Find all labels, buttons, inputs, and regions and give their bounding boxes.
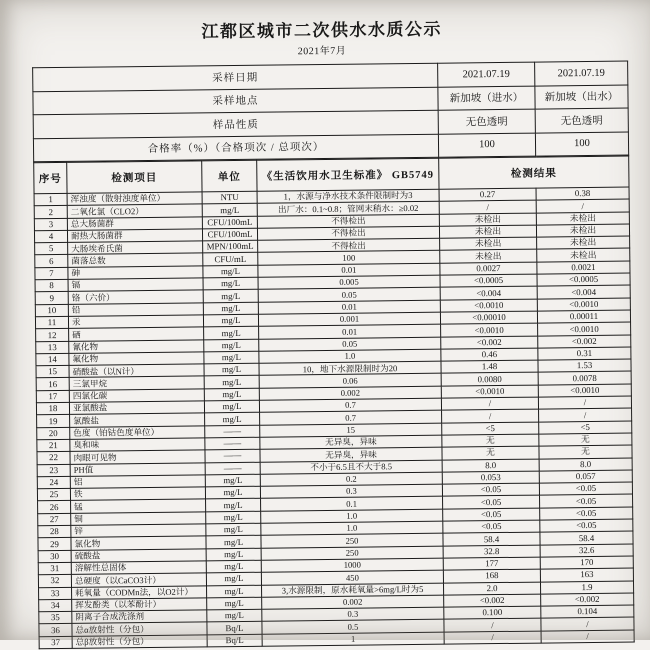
result-inlet: 168 (443, 569, 540, 582)
unit: mg/L (203, 290, 258, 303)
standard-limit: 0.01 (258, 263, 440, 277)
unit: mg/L (204, 400, 259, 413)
result-inlet: <0.00010 (440, 311, 537, 324)
item-name: 肉眼可见物 (70, 450, 205, 464)
row-number: 10 (35, 304, 68, 317)
sample-info-table (32, 61, 629, 163)
col-header-no: 序号 (34, 162, 67, 193)
result-outlet: 1.9 (540, 581, 633, 594)
result-inlet: 0.27 (439, 188, 536, 201)
standard-limit: 0.2 (260, 472, 442, 486)
result-outlet: 8.0 (539, 458, 632, 471)
item-name: 臭和味 (70, 438, 205, 452)
result-inlet: 无 (442, 434, 539, 447)
row-number: 7 (35, 267, 68, 280)
unit: mg/L (206, 511, 261, 524)
unit: mg/L (204, 376, 259, 389)
result-inlet: <0.0010 (441, 385, 538, 398)
standard-limit: 0.002 (262, 595, 444, 609)
result-inlet: / (444, 618, 541, 631)
row-number: 4 (34, 230, 67, 243)
col-header-item: 检测项目 (67, 161, 202, 194)
item-name: 三氯甲烷 (69, 376, 204, 390)
result-outlet: <0.002 (541, 593, 634, 606)
row-number: 2 (34, 206, 67, 219)
standard-limit: 0.005 (258, 275, 440, 289)
standard-limit: 100 (258, 251, 440, 265)
result-inlet: 未检出 (439, 213, 536, 226)
result-inlet: <0.05 (443, 495, 540, 508)
unit: mg/L (204, 388, 259, 401)
result-outlet: <0.05 (540, 507, 633, 520)
result-outlet: 无 (539, 433, 632, 446)
result-outlet: 1.53 (538, 359, 631, 372)
info-label: 采样日期 (33, 63, 438, 91)
unit: mg/L (207, 597, 262, 610)
item-name: 氯酸盐 (70, 413, 205, 427)
standard-limit: 0.7 (260, 411, 442, 425)
row-number: 3 (34, 218, 67, 231)
item-name: 二氧化氯（CLO2） (67, 204, 202, 218)
standard-limit: 0.7 (259, 398, 441, 412)
item-name: 铁 (70, 487, 205, 501)
col-header-standard: 《生活饮用水卫生标准》 GB5749 (257, 158, 439, 191)
result-inlet: <5 (442, 422, 539, 435)
result-inlet: 未检出 (439, 225, 536, 238)
col-header-unit: 单位 (202, 160, 257, 192)
item-name: 浑浊度（散射浊度单位） (67, 192, 202, 206)
result-outlet: <0.05 (539, 482, 632, 495)
row-number: 23 (37, 464, 70, 477)
standard-limit: 无异臭，异味 (260, 435, 442, 449)
unit: mg/L (206, 572, 261, 585)
result-inlet: <0.0010 (441, 323, 538, 336)
result-inlet: 未检出 (440, 237, 537, 250)
row-number: 21 (37, 439, 70, 452)
unit: —— (205, 425, 260, 438)
row-number: 17 (36, 390, 69, 403)
result-inlet: 0.100 (444, 606, 541, 619)
row-number: 24 (37, 476, 70, 489)
result-outlet: 0.0021 (537, 261, 630, 274)
result-inlet: <0.05 (443, 520, 540, 533)
unit: mg/L (206, 536, 261, 549)
standard-limit: 250 (261, 533, 443, 547)
unit: mg/L (203, 314, 258, 327)
unit: mg/L (203, 265, 258, 278)
row-number: 31 (38, 562, 71, 575)
unit: mg/L (204, 339, 259, 352)
row-number: 11 (35, 316, 68, 329)
standard-limit: 1，水源与净水技术条件限制时为3 (257, 189, 439, 203)
item-name: 四氯化碳 (69, 389, 204, 403)
item-name: 耗氧量（CODMn法，以O2计） (72, 585, 207, 599)
unit: mg/L (204, 351, 259, 364)
result-inlet: 未检出 (440, 250, 537, 263)
row-number: 33 (39, 587, 72, 600)
result-outlet: 0.00011 (537, 310, 630, 323)
result-inlet: <0.002 (441, 336, 538, 349)
item-name: PH值 (70, 462, 205, 476)
row-number: 5 (35, 243, 68, 256)
result-outlet: / (541, 617, 634, 630)
standard-limit: 0.01 (258, 300, 440, 314)
item-name: 菌落总数 (68, 253, 203, 267)
item-name: 锰 (71, 499, 206, 513)
result-outlet: <5 (539, 421, 632, 434)
row-number: 25 (37, 489, 70, 502)
standard-limit: 0.01 (259, 324, 441, 338)
row-number: 18 (36, 402, 69, 415)
row-number: 36 (39, 624, 72, 637)
row-number: 6 (35, 255, 68, 268)
item-name: 硒 (69, 327, 204, 341)
col-header-result: 检测结果 (439, 156, 629, 189)
standard-limit: 15 (260, 423, 442, 437)
value-inlet: 无色透明 (438, 109, 535, 134)
result-outlet: / (541, 630, 634, 643)
result-inlet: 0.46 (441, 348, 538, 361)
report-month: 2021年7月 (297, 45, 347, 58)
unit: —— (205, 449, 260, 462)
item-name: 汞 (68, 315, 203, 329)
value-inlet: 100 (438, 133, 535, 158)
value-outlet: 无色透明 (535, 108, 628, 133)
unit: CFU/mL (203, 253, 258, 266)
result-outlet: / (536, 199, 629, 212)
result-inlet: <0.0010 (440, 299, 537, 312)
item-name: 硫酸盐 (71, 548, 206, 562)
item-name: 氯化物 (71, 536, 206, 550)
item-name: 铜 (71, 512, 206, 526)
result-inlet: / (442, 409, 539, 422)
result-outlet: <0.05 (540, 519, 633, 532)
result-inlet: <0.05 (443, 508, 540, 521)
result-inlet: 0.0027 (440, 262, 537, 275)
unit: mg/L (203, 277, 258, 290)
item-name: 总β放射性（分包） (72, 635, 207, 649)
row-number: 26 (38, 501, 71, 514)
value-outlet: 新加坡（出水） (535, 85, 628, 110)
result-outlet: 163 (540, 568, 633, 581)
result-inlet: 0.053 (442, 471, 539, 484)
standard-limit: 0.001 (258, 312, 440, 326)
row-number: 20 (37, 427, 70, 440)
item-name: 镉 (68, 278, 203, 292)
row-number: 37 (39, 636, 72, 649)
result-outlet: 170 (540, 556, 633, 569)
standard-limit: 出厂水：0.1~0.8；管网末稍水：≥0.02 (257, 201, 439, 215)
result-outlet: 未检出 (537, 249, 630, 262)
result-outlet: 0.104 (541, 605, 634, 618)
standard-limit: 不得检出 (258, 238, 440, 252)
unit: mg/L (206, 499, 261, 512)
result-inlet: 58.4 (443, 532, 540, 545)
result-outlet: <0.002 (538, 335, 631, 348)
row-number: 16 (36, 378, 69, 391)
standard-limit: 不得检出 (257, 214, 439, 228)
result-outlet: <0.004 (537, 285, 630, 298)
standard-limit: 0.05 (259, 337, 441, 351)
row-number: 34 (39, 599, 72, 612)
result-outlet: <0.0005 (537, 273, 630, 286)
standard-limit: 1000 (261, 558, 443, 572)
row-number: 28 (38, 525, 71, 538)
result-outlet: <0.0010 (538, 384, 631, 397)
value-outlet: 100 (535, 132, 628, 157)
result-outlet: 未检出 (536, 224, 629, 237)
result-inlet: 0.0080 (441, 373, 538, 386)
result-inlet: <0.002 (444, 594, 541, 607)
item-name: 铝 (70, 475, 205, 489)
standard-limit: 1 (262, 632, 444, 646)
unit: mg/L (207, 585, 262, 598)
standard-limit: 0.5 (262, 620, 444, 634)
result-outlet: 58.4 (540, 531, 633, 544)
item-name: 总α放射性（分包） (72, 622, 207, 636)
unit: mg/L (205, 474, 260, 487)
row-number: 35 (39, 611, 72, 624)
standard-limit: 0.06 (259, 374, 441, 388)
row-number: 22 (37, 452, 70, 465)
unit: mg/L (206, 523, 261, 536)
item-name: 大肠埃希氏菌 (68, 241, 203, 255)
result-outlet: 0.0078 (538, 371, 631, 384)
unit: mg/L (205, 413, 260, 426)
result-inlet: 8.0 (442, 459, 539, 472)
row-number: 27 (38, 513, 71, 526)
item-name: 铬（六价） (68, 290, 203, 304)
page-title: 江都区城市二次供水水质公示 (201, 19, 443, 42)
value-outlet: 2021.07.19 (535, 61, 628, 86)
result-inlet: / (444, 631, 541, 644)
standard-limit: 1.0 (261, 509, 443, 523)
result-outlet: 0.057 (539, 470, 632, 483)
unit: mg/L (204, 363, 259, 376)
item-name: 色度（铂钴色度单位） (70, 426, 205, 440)
result-outlet: 0.31 (538, 347, 631, 360)
standard-limit: 不得检出 (257, 226, 439, 240)
result-inlet: 177 (443, 557, 540, 570)
result-inlet: 无 (442, 446, 539, 459)
standard-limit: 无异臭，异味 (260, 447, 442, 461)
item-name: 阴离子合成洗涤剂 (72, 610, 207, 624)
row-number: 9 (35, 292, 68, 305)
unit: mg/L (205, 486, 260, 499)
row-number: 15 (36, 366, 69, 379)
result-outlet: <0.0010 (537, 298, 630, 311)
results-table (33, 156, 634, 650)
unit: CFU/100mL (202, 216, 257, 229)
result-outlet: <0.0010 (538, 322, 631, 335)
info-label: 样品性质 (33, 110, 438, 138)
result-outlet: <0.05 (540, 494, 633, 507)
unit: mg/L (206, 548, 261, 561)
result-inlet: / (439, 200, 536, 213)
unit: mg/L (202, 204, 257, 217)
standard-limit: 0.1 (261, 497, 443, 511)
result-inlet: 2.0 (443, 582, 540, 595)
unit: MPN/100mL (203, 240, 258, 253)
result-outlet: 无 (539, 445, 632, 458)
unit: mg/L (204, 327, 259, 340)
result-outlet: / (539, 408, 632, 421)
result-inlet: <0.05 (442, 483, 539, 496)
unit: mg/L (203, 302, 258, 315)
result-outlet: 32.6 (540, 544, 633, 557)
item-name: 氰化物 (69, 339, 204, 353)
standard-limit: 不小于6.5且不大于8.5 (260, 460, 442, 474)
result-outlet: / (538, 396, 631, 409)
result-inlet: <0.0005 (440, 274, 537, 287)
item-name: 耐热大肠菌群 (67, 229, 202, 243)
unit: —— (205, 462, 260, 475)
row-number: 30 (38, 550, 71, 563)
item-name: 铅 (68, 303, 203, 317)
item-name: 总硬度（以CaCO3计） (71, 573, 206, 587)
standard-limit: 250 (261, 546, 443, 560)
item-name: 氟化物 (69, 352, 204, 366)
row-number: 19 (37, 415, 70, 428)
result-outlet: 未检出 (537, 236, 630, 249)
value-inlet: 新加坡（进水） (438, 86, 535, 111)
row-number: 29 (38, 538, 71, 551)
row-number: 8 (35, 279, 68, 292)
standard-limit: 3,水源限制，原水耗氧量>6mg/L时为5 (261, 583, 443, 597)
unit: Bq/L (207, 634, 262, 647)
unit: NTU (202, 191, 257, 204)
standard-limit: 0.05 (258, 288, 440, 302)
unit: mg/L (206, 560, 261, 573)
row-number: 32 (38, 575, 71, 588)
standard-limit: 0.3 (260, 484, 442, 498)
result-outlet: 0.38 (536, 187, 629, 200)
item-name: 挥发酚类（以苯酚计） (72, 598, 207, 612)
value-inlet: 2021.07.19 (438, 62, 535, 87)
standard-limit: 450 (261, 570, 443, 584)
unit: —— (205, 437, 260, 450)
row-number: 13 (36, 341, 69, 354)
item-name: 砷 (68, 266, 203, 280)
unit: Bq/L (207, 622, 262, 635)
unit: mg/L (207, 609, 262, 622)
standard-limit: 10，地下水源限制时为20 (259, 361, 441, 375)
result-inlet: / (441, 397, 538, 410)
row-number: 14 (36, 353, 69, 366)
unit: CFU/100mL (202, 228, 257, 241)
item-name: 溶解性总固体 (71, 561, 206, 575)
result-outlet: 未检出 (536, 212, 629, 225)
row-number: 12 (36, 329, 69, 342)
standard-limit: 1.0 (261, 521, 443, 535)
standard-limit: 1.0 (259, 349, 441, 363)
result-inlet: <0.004 (440, 286, 537, 299)
item-name: 总大肠菌群 (67, 216, 202, 230)
row-number: 1 (34, 193, 67, 206)
standard-limit: 0.002 (259, 386, 441, 400)
standard-limit: 0.3 (262, 607, 444, 621)
item-name: 硝酸盐（以N计） (69, 364, 204, 378)
item-name: 锌 (71, 524, 206, 538)
result-inlet: 1.48 (441, 360, 538, 373)
item-name: 亚氯酸盐 (69, 401, 204, 415)
result-inlet: 32.8 (443, 545, 540, 558)
info-label: 合格率（%）（合格项次 / 总项次） (33, 134, 438, 162)
info-label: 采样地点 (33, 87, 438, 115)
